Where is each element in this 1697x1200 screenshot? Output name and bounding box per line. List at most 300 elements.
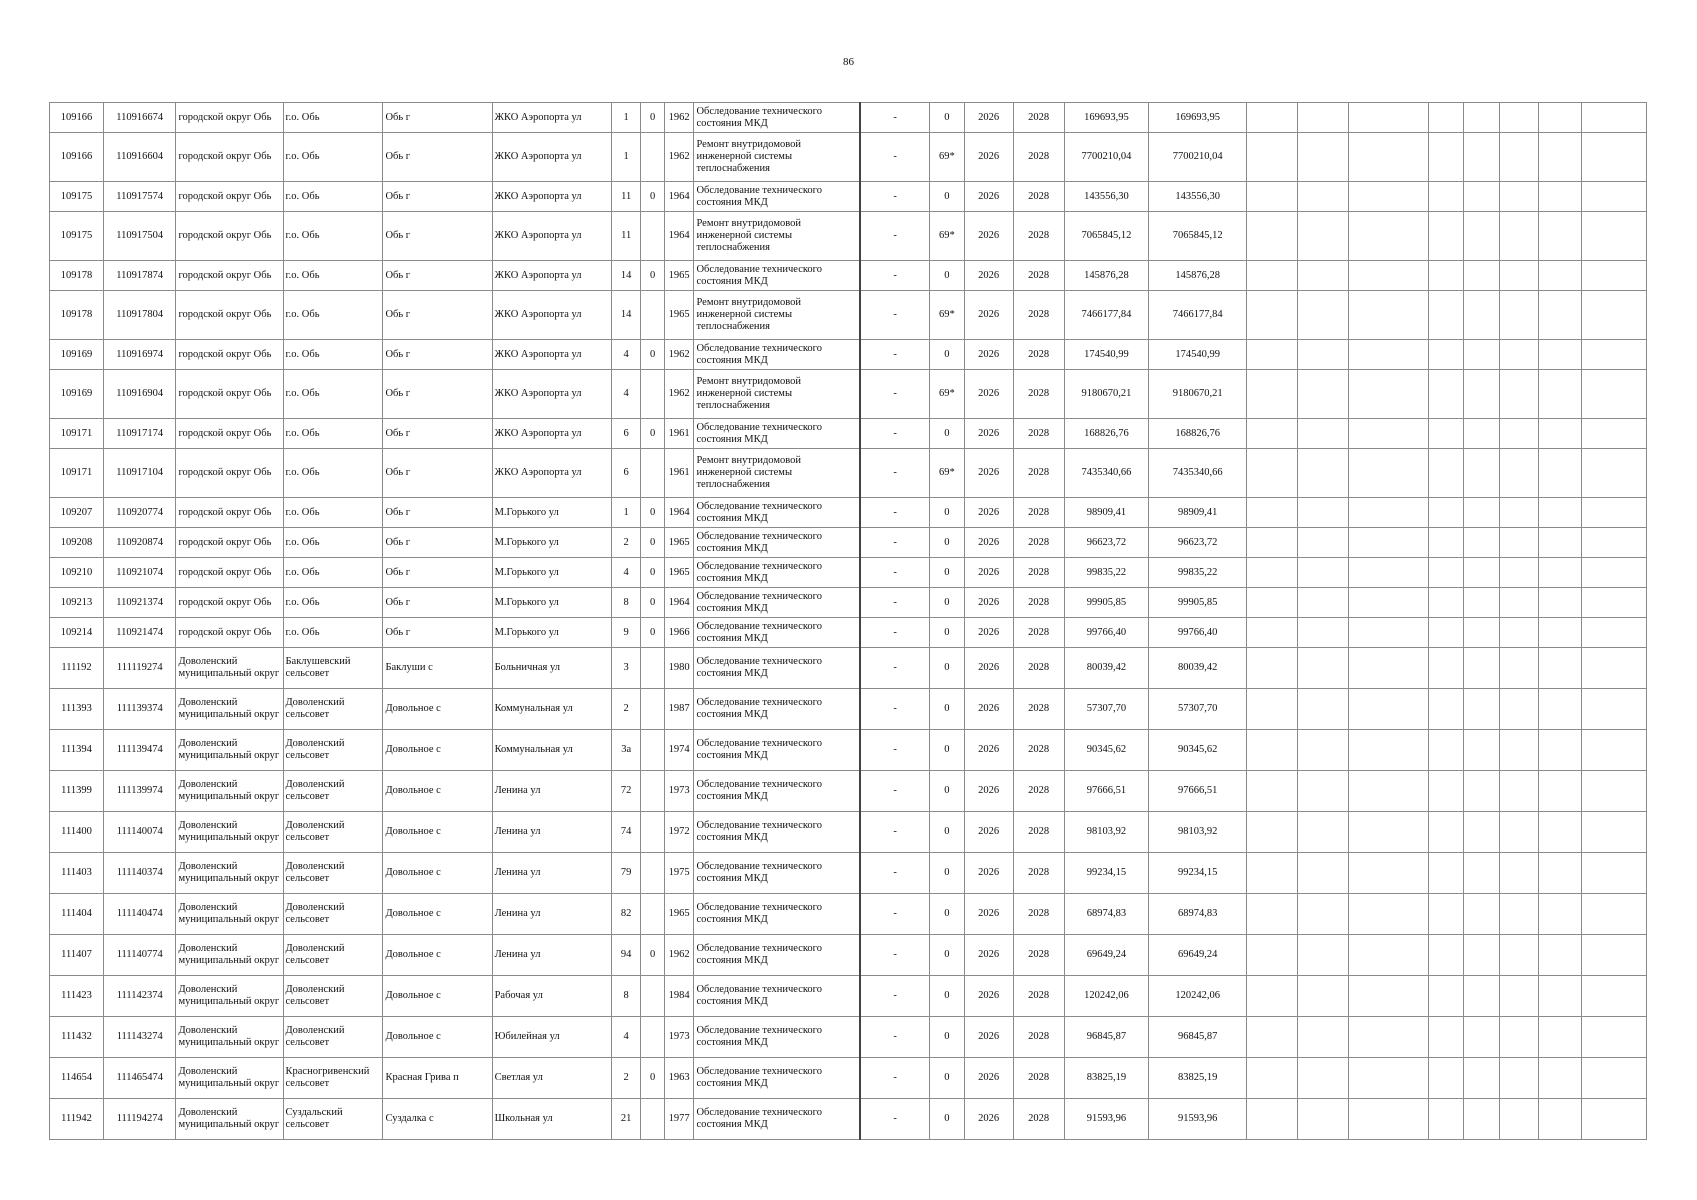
cell-house: 74	[611, 812, 641, 853]
cell-street: Ленина ул	[492, 853, 611, 894]
cell-locality: Довольное с	[383, 771, 492, 812]
cell-id: 111400	[50, 812, 104, 853]
cell-empty	[1349, 419, 1429, 449]
cell-work: Обследование технического состояния МКД	[694, 498, 860, 528]
cell-sum: 98909,41	[1064, 498, 1149, 528]
cell-empty	[1500, 1058, 1539, 1099]
cell-empty	[1538, 528, 1581, 558]
cell-empty	[1247, 103, 1298, 133]
cell-settlement: г.о. Обь	[283, 498, 383, 528]
cell-empty	[1538, 648, 1581, 689]
cell-house: 1	[611, 133, 641, 182]
cell-rate: 0	[930, 771, 965, 812]
cell-street: Ленина ул	[492, 771, 611, 812]
cell-district: городской округ Обь	[176, 261, 283, 291]
cell-house: 94	[611, 935, 641, 976]
cell-empty	[1464, 498, 1500, 528]
cell-empty	[1349, 182, 1429, 212]
cell-empty	[1538, 558, 1581, 588]
cell-empty	[1428, 528, 1464, 558]
cell-empty	[1349, 340, 1429, 370]
cell-work: Ремонт внутридомовой инженерной системы теплоснабжения	[694, 291, 860, 340]
cell-locality: Суздалка с	[383, 1099, 492, 1140]
cell-end: 2028	[1013, 498, 1064, 528]
cell-district: Доволенский муниципальный округ	[176, 1017, 283, 1058]
cell-work: Обследование технического состояния МКД	[694, 771, 860, 812]
cell-id: 111399	[50, 771, 104, 812]
cell-empty	[1538, 261, 1581, 291]
cell-work: Обследование технического состояния МКД	[694, 1058, 860, 1099]
cell-empty	[1428, 618, 1464, 648]
cell-work: Обследование технического состояния МКД	[694, 261, 860, 291]
cell-settlement: Доволенский сельсовет	[283, 894, 383, 935]
cell-sum: 90345,62	[1064, 730, 1149, 771]
cell-empty	[1581, 853, 1646, 894]
cell-id: 109169	[50, 370, 104, 419]
cell-sum: 80039,42	[1064, 648, 1149, 689]
cell-id: 111393	[50, 689, 104, 730]
cell-empty	[1298, 1099, 1349, 1140]
cell-street: М.Горького ул	[492, 588, 611, 618]
cell-locality: Обь г	[383, 182, 492, 212]
cell-empty	[1581, 618, 1646, 648]
cell-empty	[1247, 291, 1298, 340]
cell-id: 114654	[50, 1058, 104, 1099]
cell-dash: -	[860, 812, 929, 853]
cell-district: городской округ Обь	[176, 498, 283, 528]
cell-bldg	[641, 648, 664, 689]
table-row	[50, 1017, 1647, 1058]
cell-empty	[1464, 261, 1500, 291]
cell-empty	[1500, 340, 1539, 370]
cell-id: 111404	[50, 894, 104, 935]
cell-empty	[1538, 730, 1581, 771]
cell-bldg	[641, 894, 664, 935]
cell-bldg: 0	[641, 340, 664, 370]
cell-work: Обследование технического состояния МКД	[694, 340, 860, 370]
cell-locality: Довольное с	[383, 812, 492, 853]
cell-total: 96845,87	[1149, 1017, 1247, 1058]
cell-empty	[1500, 853, 1539, 894]
cell-sum: 174540,99	[1064, 340, 1149, 370]
cell-settlement: г.о. Обь	[283, 588, 383, 618]
cell-bldg	[641, 730, 664, 771]
cell-sum: 97666,51	[1064, 771, 1149, 812]
cell-empty	[1500, 558, 1539, 588]
cell-sum: 145876,28	[1064, 261, 1149, 291]
cell-street: Ленина ул	[492, 894, 611, 935]
cell-code: 111143274	[104, 1017, 176, 1058]
cell-locality: Обь г	[383, 449, 492, 498]
cell-code: 110917574	[104, 182, 176, 212]
cell-dash: -	[860, 730, 929, 771]
cell-empty	[1464, 103, 1500, 133]
cell-sum: 57307,70	[1064, 689, 1149, 730]
cell-house: 4	[611, 370, 641, 419]
cell-dash: -	[860, 689, 929, 730]
cell-empty	[1500, 689, 1539, 730]
cell-year: 1964	[664, 212, 694, 261]
cell-work: Обследование технического состояния МКД	[694, 976, 860, 1017]
cell-settlement: Доволенский сельсовет	[283, 935, 383, 976]
cell-code: 111194274	[104, 1099, 176, 1140]
cell-empty	[1247, 419, 1298, 449]
cell-rate: 0	[930, 618, 965, 648]
cell-work: Обследование технического состояния МКД	[694, 812, 860, 853]
cell-bldg	[641, 771, 664, 812]
cell-dash: -	[860, 1017, 929, 1058]
cell-bldg	[641, 212, 664, 261]
cell-house: 8	[611, 976, 641, 1017]
cell-locality: Обь г	[383, 212, 492, 261]
cell-code: 110921474	[104, 618, 176, 648]
cell-rate: 0	[930, 182, 965, 212]
cell-empty	[1538, 853, 1581, 894]
cell-empty	[1349, 935, 1429, 976]
cell-settlement: Доволенский сельсовет	[283, 976, 383, 1017]
cell-district: городской округ Обь	[176, 449, 283, 498]
cell-empty	[1247, 528, 1298, 558]
cell-empty	[1464, 812, 1500, 853]
cell-start: 2026	[964, 771, 1013, 812]
cell-sum: 143556,30	[1064, 182, 1149, 212]
cell-empty	[1428, 689, 1464, 730]
cell-work: Обследование технического состояния МКД	[694, 648, 860, 689]
cell-sum: 99234,15	[1064, 853, 1149, 894]
cell-empty	[1349, 618, 1429, 648]
cell-street: ЖКО Аэропорта ул	[492, 291, 611, 340]
table-row	[50, 133, 1647, 182]
cell-district: городской округ Обь	[176, 133, 283, 182]
cell-settlement: Доволенский сельсовет	[283, 812, 383, 853]
cell-bldg	[641, 291, 664, 340]
cell-year: 1961	[664, 419, 694, 449]
table-row	[50, 1058, 1647, 1099]
page-number: 86	[843, 56, 854, 68]
cell-empty	[1464, 976, 1500, 1017]
cell-house: 14	[611, 291, 641, 340]
cell-end: 2028	[1013, 588, 1064, 618]
cell-total: 174540,99	[1149, 340, 1247, 370]
cell-empty	[1464, 133, 1500, 182]
cell-empty	[1298, 771, 1349, 812]
cell-settlement: Доволенский сельсовет	[283, 1017, 383, 1058]
cell-total: 69649,24	[1149, 935, 1247, 976]
cell-house: 4	[611, 340, 641, 370]
table-row	[50, 730, 1647, 771]
cell-house: 79	[611, 853, 641, 894]
cell-year: 1964	[664, 498, 694, 528]
register-table	[49, 102, 1647, 1140]
table-row	[50, 528, 1647, 558]
cell-sum: 68974,83	[1064, 894, 1149, 935]
cell-total: 99234,15	[1149, 853, 1247, 894]
cell-code: 111142374	[104, 976, 176, 1017]
cell-year: 1965	[664, 261, 694, 291]
cell-total: 98909,41	[1149, 498, 1247, 528]
cell-empty	[1298, 812, 1349, 853]
cell-rate: 0	[930, 730, 965, 771]
cell-id: 109166	[50, 133, 104, 182]
cell-end: 2028	[1013, 291, 1064, 340]
cell-dash: -	[860, 1099, 929, 1140]
cell-empty	[1581, 588, 1646, 618]
cell-empty	[1428, 182, 1464, 212]
cell-dash: -	[860, 291, 929, 340]
cell-empty	[1247, 370, 1298, 419]
register-body	[50, 103, 1647, 1140]
cell-empty	[1247, 976, 1298, 1017]
cell-empty	[1428, 261, 1464, 291]
cell-empty	[1464, 291, 1500, 340]
cell-rate: 0	[930, 588, 965, 618]
cell-dash: -	[860, 976, 929, 1017]
cell-bldg: 0	[641, 935, 664, 976]
cell-total: 98103,92	[1149, 812, 1247, 853]
cell-settlement: г.о. Обь	[283, 340, 383, 370]
cell-empty	[1349, 730, 1429, 771]
cell-empty	[1464, 340, 1500, 370]
cell-empty	[1464, 370, 1500, 419]
cell-end: 2028	[1013, 1017, 1064, 1058]
cell-settlement: Баклушевский сельсовет	[283, 648, 383, 689]
cell-empty	[1581, 212, 1646, 261]
cell-sum: 91593,96	[1064, 1099, 1149, 1140]
cell-start: 2026	[964, 1099, 1013, 1140]
cell-empty	[1428, 291, 1464, 340]
cell-district: Доволенский муниципальный округ	[176, 894, 283, 935]
cell-dash: -	[860, 340, 929, 370]
cell-empty	[1428, 771, 1464, 812]
cell-year: 1963	[664, 1058, 694, 1099]
cell-end: 2028	[1013, 894, 1064, 935]
cell-empty	[1298, 730, 1349, 771]
cell-rate: 0	[930, 1099, 965, 1140]
cell-code: 110917504	[104, 212, 176, 261]
cell-street: Больничная ул	[492, 648, 611, 689]
cell-work: Ремонт внутридомовой инженерной системы теплоснабжения	[694, 133, 860, 182]
cell-empty	[1298, 894, 1349, 935]
cell-start: 2026	[964, 730, 1013, 771]
cell-empty	[1538, 212, 1581, 261]
cell-district: городской округ Обь	[176, 370, 283, 419]
cell-empty	[1464, 689, 1500, 730]
cell-dash: -	[860, 133, 929, 182]
cell-year: 1962	[664, 370, 694, 419]
cell-empty	[1428, 370, 1464, 419]
cell-district: Доволенский муниципальный округ	[176, 648, 283, 689]
cell-total: 80039,42	[1149, 648, 1247, 689]
table-row	[50, 1099, 1647, 1140]
cell-house: 8	[611, 588, 641, 618]
cell-dash: -	[860, 648, 929, 689]
cell-empty	[1349, 894, 1429, 935]
cell-start: 2026	[964, 449, 1013, 498]
cell-empty	[1298, 449, 1349, 498]
cell-bldg	[641, 1017, 664, 1058]
cell-empty	[1349, 812, 1429, 853]
cell-locality: Баклуши с	[383, 648, 492, 689]
cell-dash: -	[860, 498, 929, 528]
cell-rate: 0	[930, 812, 965, 853]
cell-empty	[1538, 498, 1581, 528]
cell-end: 2028	[1013, 528, 1064, 558]
cell-empty	[1247, 1017, 1298, 1058]
cell-empty	[1538, 812, 1581, 853]
cell-empty	[1298, 261, 1349, 291]
cell-street: М.Горького ул	[492, 558, 611, 588]
cell-settlement: г.о. Обь	[283, 261, 383, 291]
cell-work: Обследование технического состояния МКД	[694, 894, 860, 935]
cell-end: 2028	[1013, 689, 1064, 730]
cell-rate: 0	[930, 689, 965, 730]
cell-sum: 168826,76	[1064, 419, 1149, 449]
cell-total: 169693,95	[1149, 103, 1247, 133]
cell-street: М.Горького ул	[492, 618, 611, 648]
cell-locality: Обь г	[383, 419, 492, 449]
cell-empty	[1500, 976, 1539, 1017]
cell-rate: 0	[930, 498, 965, 528]
cell-empty	[1464, 558, 1500, 588]
cell-settlement: г.о. Обь	[283, 370, 383, 419]
cell-empty	[1581, 689, 1646, 730]
cell-sum: 99835,22	[1064, 558, 1149, 588]
cell-empty	[1500, 103, 1539, 133]
cell-empty	[1538, 419, 1581, 449]
cell-work: Ремонт внутридомовой инженерной системы теплоснабжения	[694, 212, 860, 261]
cell-empty	[1464, 648, 1500, 689]
cell-id: 109207	[50, 498, 104, 528]
cell-street: Ленина ул	[492, 812, 611, 853]
cell-rate: 69*	[930, 370, 965, 419]
cell-start: 2026	[964, 618, 1013, 648]
cell-empty	[1581, 340, 1646, 370]
cell-dash: -	[860, 853, 929, 894]
cell-year: 1966	[664, 618, 694, 648]
cell-work: Обследование технического состояния МКД	[694, 528, 860, 558]
cell-sum: 169693,95	[1064, 103, 1149, 133]
cell-settlement: г.о. Обь	[283, 449, 383, 498]
cell-total: 57307,70	[1149, 689, 1247, 730]
cell-district: городской округ Обь	[176, 291, 283, 340]
cell-empty	[1581, 449, 1646, 498]
cell-empty	[1428, 935, 1464, 976]
cell-empty	[1428, 812, 1464, 853]
cell-code: 111139374	[104, 689, 176, 730]
cell-empty	[1247, 648, 1298, 689]
cell-street: ЖКО Аэропорта ул	[492, 419, 611, 449]
cell-dash: -	[860, 528, 929, 558]
cell-empty	[1298, 528, 1349, 558]
cell-empty	[1464, 1099, 1500, 1140]
cell-work: Обследование технического состояния МКД	[694, 588, 860, 618]
cell-empty	[1538, 588, 1581, 618]
cell-id: 111942	[50, 1099, 104, 1140]
cell-bldg: 0	[641, 588, 664, 618]
table-row	[50, 261, 1647, 291]
cell-rate: 0	[930, 419, 965, 449]
table-row	[50, 212, 1647, 261]
table-row	[50, 976, 1647, 1017]
cell-empty	[1298, 935, 1349, 976]
cell-year: 1972	[664, 812, 694, 853]
cell-dash: -	[860, 935, 929, 976]
cell-year: 1964	[664, 182, 694, 212]
cell-district: Доволенский муниципальный округ	[176, 1058, 283, 1099]
cell-bldg: 0	[641, 261, 664, 291]
cell-empty	[1247, 133, 1298, 182]
cell-start: 2026	[964, 370, 1013, 419]
cell-street: Светлая ул	[492, 1058, 611, 1099]
cell-start: 2026	[964, 498, 1013, 528]
cell-id: 111394	[50, 730, 104, 771]
cell-empty	[1349, 771, 1429, 812]
cell-street: М.Горького ул	[492, 498, 611, 528]
cell-empty	[1247, 340, 1298, 370]
cell-empty	[1428, 976, 1464, 1017]
cell-code: 111140074	[104, 812, 176, 853]
cell-settlement: г.о. Обь	[283, 291, 383, 340]
cell-rate: 0	[930, 853, 965, 894]
cell-empty	[1464, 588, 1500, 618]
cell-empty	[1581, 558, 1646, 588]
cell-empty	[1247, 1099, 1298, 1140]
cell-code: 110916674	[104, 103, 176, 133]
cell-empty	[1500, 730, 1539, 771]
cell-empty	[1581, 419, 1646, 449]
cell-district: Доволенский муниципальный округ	[176, 812, 283, 853]
cell-settlement: г.о. Обь	[283, 618, 383, 648]
cell-empty	[1538, 618, 1581, 648]
cell-empty	[1500, 894, 1539, 935]
cell-start: 2026	[964, 1017, 1013, 1058]
cell-empty	[1464, 618, 1500, 648]
cell-settlement: г.о. Обь	[283, 212, 383, 261]
cell-house: 11	[611, 212, 641, 261]
cell-street: Школьная ул	[492, 1099, 611, 1140]
cell-settlement: Доволенский сельсовет	[283, 730, 383, 771]
cell-code: 111140374	[104, 853, 176, 894]
cell-sum: 99766,40	[1064, 618, 1149, 648]
cell-dash: -	[860, 558, 929, 588]
cell-street: Коммунальная ул	[492, 730, 611, 771]
cell-end: 2028	[1013, 618, 1064, 648]
cell-street: Ленина ул	[492, 935, 611, 976]
cell-locality: Обь г	[383, 618, 492, 648]
cell-start: 2026	[964, 528, 1013, 558]
cell-start: 2026	[964, 976, 1013, 1017]
cell-work: Обследование технического состояния МКД	[694, 419, 860, 449]
cell-empty	[1349, 853, 1429, 894]
cell-id: 111432	[50, 1017, 104, 1058]
cell-empty	[1428, 419, 1464, 449]
cell-empty	[1428, 648, 1464, 689]
cell-bldg	[641, 1099, 664, 1140]
table-row	[50, 618, 1647, 648]
cell-id: 109208	[50, 528, 104, 558]
cell-work: Обследование технического состояния МКД	[694, 618, 860, 648]
cell-work: Ремонт внутридомовой инженерной системы теплоснабжения	[694, 449, 860, 498]
cell-empty	[1581, 291, 1646, 340]
cell-empty	[1500, 1017, 1539, 1058]
cell-start: 2026	[964, 935, 1013, 976]
cell-year: 1984	[664, 976, 694, 1017]
cell-year: 1962	[664, 103, 694, 133]
cell-id: 111403	[50, 853, 104, 894]
cell-id: 109175	[50, 182, 104, 212]
cell-empty	[1581, 976, 1646, 1017]
cell-empty	[1349, 133, 1429, 182]
